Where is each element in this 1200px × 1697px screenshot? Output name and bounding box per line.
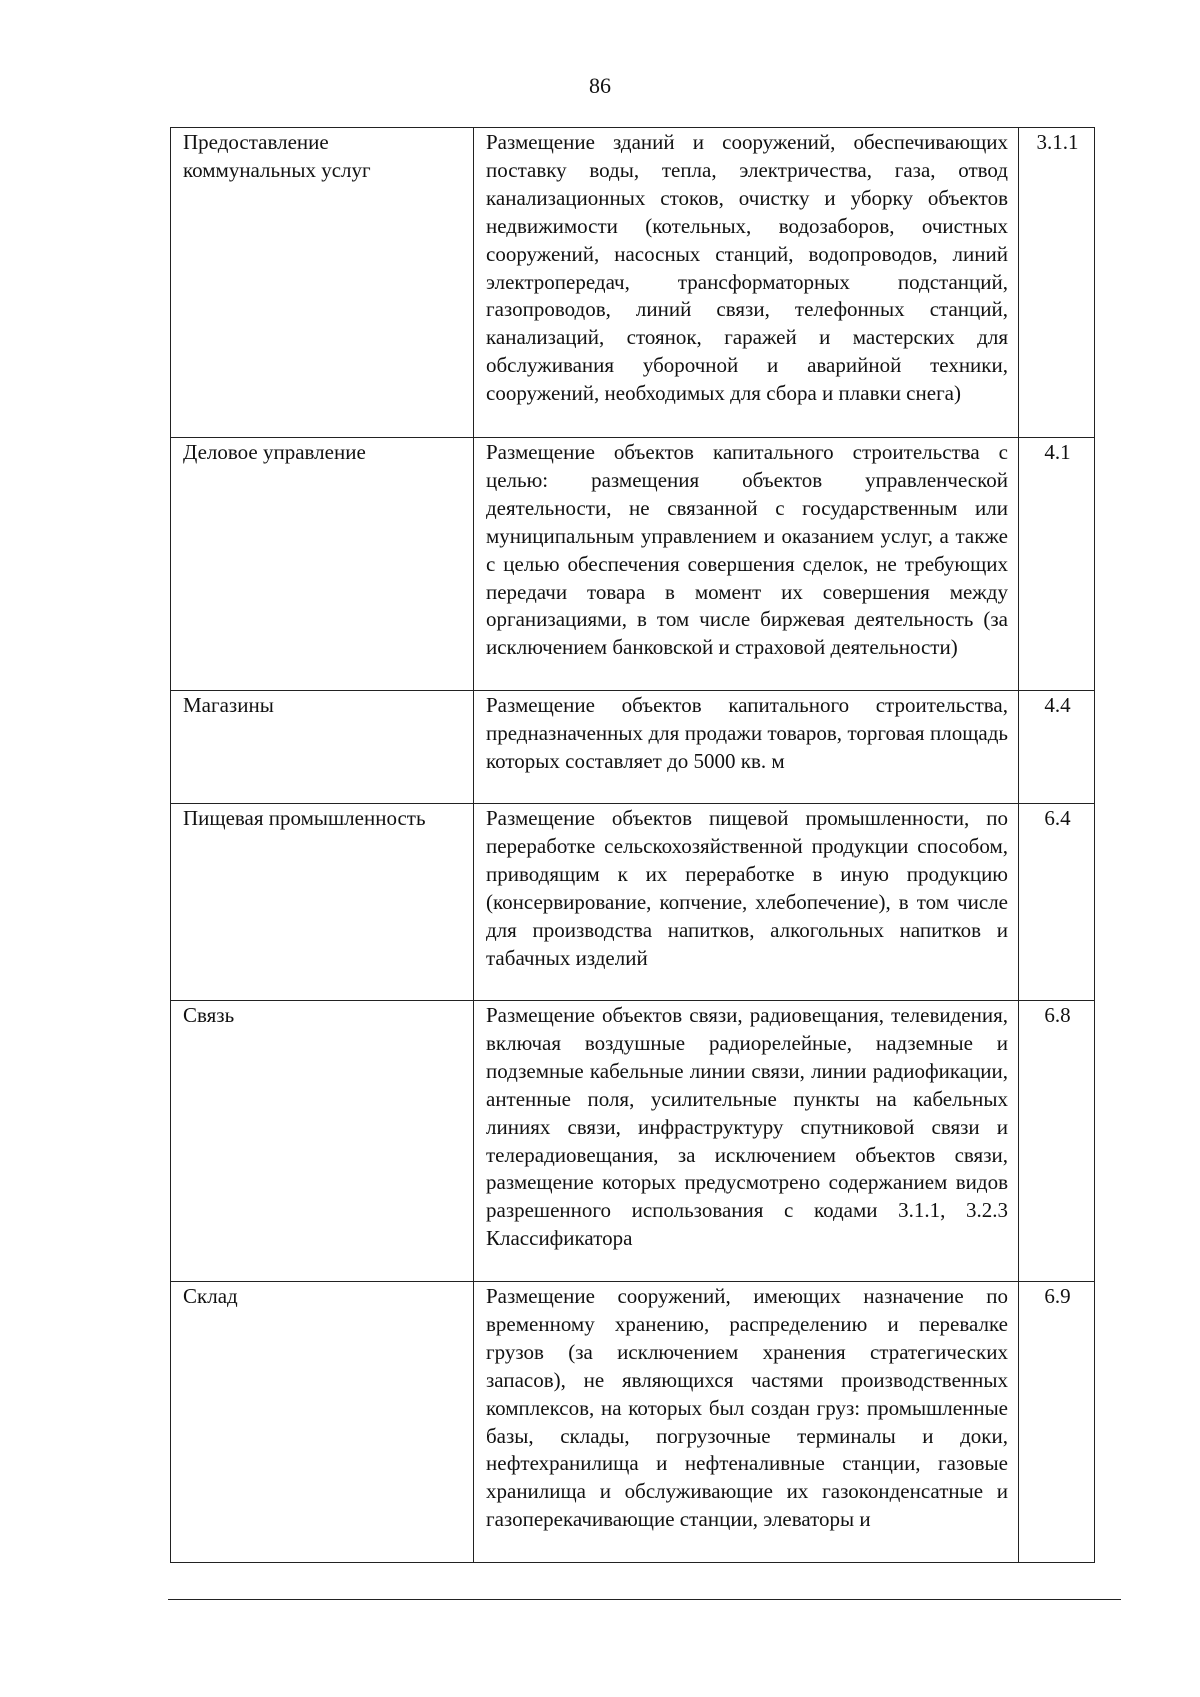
use-description-cell: Размещение объектов связи, радиовещания, телевидения, включая воздушные радиорелейные, надземные и подземные кабельные линии связи, линии радиофикации, антенные поля, усилительные пункты на кабельных линиях связи, инфраструктуру спутниковой связи и телерадиовещания, за исключением объектов связи, размещение которых предусмотрено содержанием видов разрешенного использования с кодами 3.1.1, 3.2.3 Классификатора	[474, 1001, 1019, 1282]
use-description-cell: Размещение объектов пищевой промышленности, по переработке сельскохозяйственной продукции способом, приводящим к их переработке в иную продукцию (консервирование, копчение, хлебопечение), в том числе для производства напитков, алкогольных напитков и табачных изделий	[474, 804, 1019, 1001]
use-description-cell: Размещение объектов капитального строительства, предназначенных для продажи товаров, торговая площадь которых составляет до 5000 кв. м	[474, 691, 1019, 804]
table-row	[171, 1001, 1095, 1282]
use-code-cell: 6.8	[1019, 1001, 1095, 1282]
use-code-cell: 3.1.1	[1019, 128, 1095, 438]
use-code-cell: 4.1	[1019, 438, 1095, 691]
use-name-cell: Предоставление коммунальных услуг	[171, 128, 474, 438]
use-name-cell: Склад	[171, 1282, 474, 1563]
use-name-cell: Магазины	[171, 691, 474, 804]
page-number: 86	[589, 73, 611, 98]
table-row	[171, 691, 1095, 804]
table-row	[171, 1282, 1095, 1563]
page-bottom-rule	[168, 1599, 1121, 1600]
table-row	[171, 804, 1095, 1001]
table-row	[171, 438, 1095, 691]
land-use-table	[170, 127, 1095, 1563]
use-name-cell: Связь	[171, 1001, 474, 1282]
use-name-cell: Пищевая промышленность	[171, 804, 474, 1001]
use-description-cell: Размещение сооружений, имеющих назначение по временному хранению, распределению и перевалке грузов (за исключением хранения стратегических запасов), не являющихся частями производственных комплексов, на которых был создан груз: промышленные базы, склады, погрузочные терминалы и доки, нефтехранилища и нефтеналивные станции, газовые хранилища и обслуживающие их газоконденсатные и газоперекачивающие станции, элеваторы и	[474, 1282, 1019, 1563]
use-description-cell: Размещение объектов капитального строительства с целью: размещения объектов управленческой деятельности, не связанной с государственным или муниципальным управлением и оказанием услуг, а также с целью обеспечения совершения сделок, не требующих передачи товара в момент их совершения между организациями, в том числе биржевая деятельность (за исключением банковской и страховой деятельности)	[474, 438, 1019, 691]
use-code-cell: 6.9	[1019, 1282, 1095, 1563]
table-row	[171, 128, 1095, 438]
use-description-cell: Размещение зданий и сооружений, обеспечивающих поставку воды, тепла, электричества, газа, отвод канализационных стоков, очистку и уборку объектов недвижимости (котельных, водозаборов, очистных сооружений, насосных станций, водопроводов, линий электропередач, трансформаторных подстанций, газопроводов, линий связи, телефонных станций, канализаций, стоянок, гаражей и мастерских для обслуживания уборочной и аварийной техники, сооружений, необходимых для сбора и плавки снега)	[474, 128, 1019, 438]
use-code-cell: 6.4	[1019, 804, 1095, 1001]
use-code-cell: 4.4	[1019, 691, 1095, 804]
use-name-cell: Деловое управление	[171, 438, 474, 691]
